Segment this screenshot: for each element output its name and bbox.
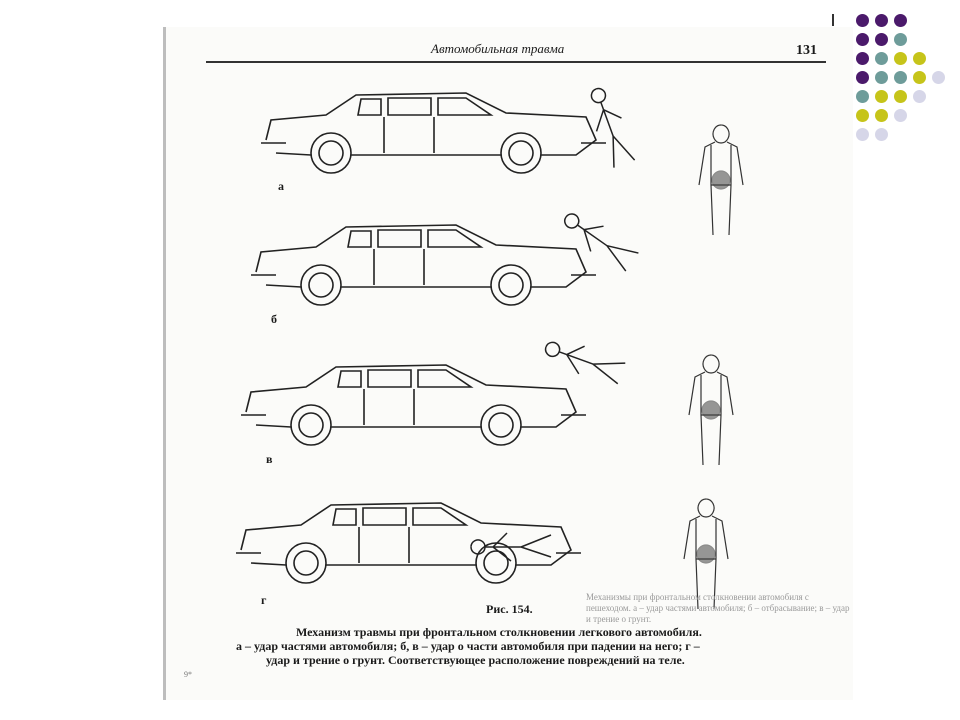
car-wheel	[291, 405, 331, 445]
car-hubcap	[509, 141, 533, 165]
body-diagram-a	[699, 125, 743, 235]
panel-label-v: в	[266, 452, 273, 466]
body-diagram-v	[689, 355, 733, 465]
car-wheel	[301, 265, 341, 305]
panel-label-b: б	[271, 312, 277, 326]
sedan-illustration-v	[241, 365, 586, 445]
decorative-dot	[856, 52, 869, 65]
car-windows	[348, 230, 481, 247]
decorative-dot	[856, 128, 869, 141]
injury-area-mark	[697, 545, 715, 563]
decorative-dot	[875, 109, 888, 122]
injury-area-mark	[712, 171, 730, 189]
pedestrian-figure	[558, 206, 640, 275]
header-rule	[206, 61, 826, 63]
decorative-dot	[856, 71, 869, 84]
caption-line: Механизм травмы при фронтальном столкновении легкового автомобиля.	[296, 625, 702, 639]
decorative-dot	[932, 71, 945, 84]
car-wheel	[286, 543, 326, 583]
pedestrian-v	[541, 334, 626, 388]
caption-line: а – удар частями автомобиля; б, в – удар о части автомобиля при падении на него; г –	[236, 639, 700, 653]
decorative-dot	[856, 33, 869, 46]
car-wheel	[501, 133, 541, 173]
decorative-dot	[875, 33, 888, 46]
panel-label-g: г	[261, 593, 267, 607]
slide-marker	[832, 14, 834, 26]
decorative-dot	[913, 52, 926, 65]
decorative-dot	[894, 109, 907, 122]
car-hubcap	[299, 413, 323, 437]
decorative-dot	[894, 33, 907, 46]
decorative-dot	[894, 14, 907, 27]
decorative-dot	[875, 71, 888, 84]
sedan-illustration-b	[251, 225, 596, 305]
car-windows	[338, 370, 471, 387]
figure-title: Рис. 154.	[486, 602, 533, 616]
car-hubcap	[319, 141, 343, 165]
footer-mark: 9*	[184, 670, 192, 679]
decorative-dot	[913, 71, 926, 84]
caption-line: удар и трение о грунт. Соответствующее расположение повреждений на теле.	[266, 653, 685, 667]
injury-area-mark	[702, 401, 720, 419]
pedestrian-b	[558, 206, 640, 275]
running-head: Автомобильная травма	[431, 41, 565, 56]
decorative-dot	[875, 52, 888, 65]
pedestrian-figure	[541, 334, 626, 388]
decorative-dot	[856, 109, 869, 122]
decorative-dot-grid	[850, 14, 960, 154]
car-hubcap	[499, 273, 523, 297]
decorative-dot	[894, 90, 907, 103]
scanned-book-page	[163, 27, 853, 700]
bleed-through-text: Механизмы при фронтальном столкновении автомобиля с пешеходом. а – удар частями автомобиля; б – отбрасывание; в – удар и трение о грунт.	[586, 592, 850, 624]
car-hubcap	[294, 551, 318, 575]
figure-caption	[236, 625, 816, 667]
car-wheel	[481, 405, 521, 445]
decorative-dot	[875, 128, 888, 141]
page-number: 131	[796, 43, 817, 58]
decorative-dot	[875, 14, 888, 27]
car-wheel	[311, 133, 351, 173]
decorative-dot	[856, 14, 869, 27]
car-windows	[358, 98, 491, 115]
panel-label-a: а	[278, 179, 284, 193]
decorative-dot	[913, 90, 926, 103]
car-hubcap	[489, 413, 513, 437]
car-hubcap	[484, 551, 508, 575]
decorative-dot	[875, 90, 888, 103]
decorative-dot	[894, 52, 907, 65]
decorative-dot	[894, 71, 907, 84]
decorative-dot	[856, 90, 869, 103]
sedan-illustration-a	[261, 93, 606, 173]
car-windows	[333, 508, 466, 525]
car-hubcap	[309, 273, 333, 297]
car-wheel	[491, 265, 531, 305]
